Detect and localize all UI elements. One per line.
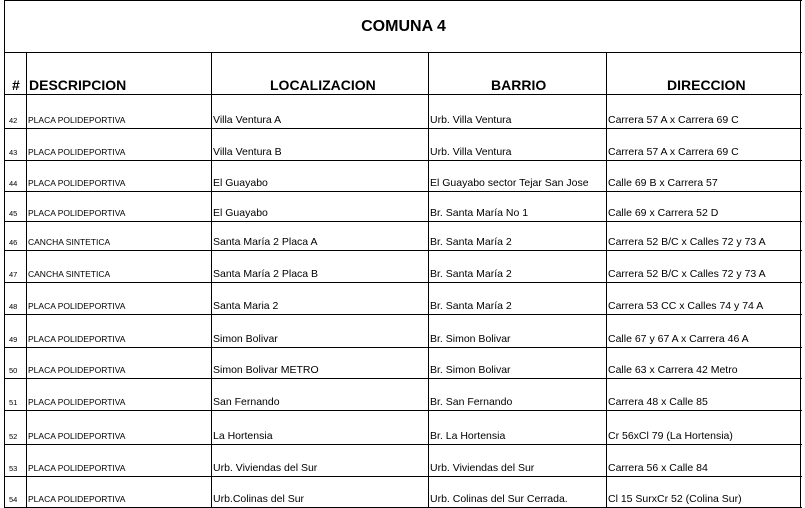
cell-descripcion: PLACA POLIDEPORTIVA bbox=[28, 334, 126, 344]
cell-localizacion: Urb.Colinas del Sur bbox=[213, 493, 305, 505]
cell-localizacion: El Guayabo bbox=[213, 207, 268, 219]
table-row bbox=[5, 192, 802, 222]
column-divider bbox=[606, 53, 607, 508]
cell-direccion: Carrera 57 A x Carrera 69 C bbox=[608, 146, 739, 158]
cell-direccion: Carrera 56 x Calle 84 bbox=[608, 462, 708, 474]
cell-num: 46 bbox=[9, 238, 18, 247]
cell-num: 48 bbox=[9, 302, 18, 311]
header-num bbox=[5, 53, 27, 95]
cell-barrio: Br. San Fernando bbox=[430, 396, 513, 408]
cell-localizacion: Urb. Viviendas del Sur bbox=[213, 462, 318, 474]
cell-num: 50 bbox=[9, 366, 18, 375]
cell-direccion: Carrera 57 A x Carrera 69 C bbox=[608, 114, 739, 126]
cell-localizacion: Santa Maria 2 bbox=[213, 300, 279, 312]
table-row bbox=[5, 161, 802, 192]
table-row bbox=[5, 411, 802, 445]
spreadsheet bbox=[4, 0, 801, 508]
cell-direccion: Calle 69 x Carrera 52 D bbox=[608, 207, 719, 219]
table-row bbox=[5, 95, 802, 129]
cell-num: 42 bbox=[9, 116, 18, 125]
cell-barrio: Br. Santa María 2 bbox=[430, 300, 512, 312]
cell-descripcion: PLACA POLIDEPORTIVA bbox=[28, 431, 126, 441]
cell-descripcion: PLACA POLIDEPORTIVA bbox=[28, 397, 126, 407]
cell-localizacion: Villa Ventura B bbox=[213, 146, 282, 158]
cell-direccion: Calle 69 B x Carrera 57 bbox=[608, 177, 718, 189]
header-descripcion-label: DESCRIPCION bbox=[29, 77, 127, 93]
column-divider bbox=[428, 53, 429, 508]
cell-num: 45 bbox=[9, 209, 18, 218]
cell-direccion: Calle 67 y 67 A x Carrera 46 A bbox=[608, 333, 749, 345]
cell-localizacion: San Fernando bbox=[213, 396, 280, 408]
table-row bbox=[5, 222, 802, 251]
header-barrio bbox=[429, 53, 607, 95]
sheet-title: COMUNA 4 bbox=[5, 0, 802, 53]
cell-barrio: Br. Simon Bolivar bbox=[430, 333, 511, 345]
cell-descripcion: PLACA POLIDEPORTIVA bbox=[28, 178, 126, 188]
cell-num: 47 bbox=[9, 270, 18, 279]
cell-localizacion: Villa Ventura A bbox=[213, 114, 282, 126]
cell-num: 49 bbox=[9, 335, 18, 344]
header-direccion-label: DIRECCION bbox=[667, 77, 746, 93]
cell-descripcion: PLACA POLIDEPORTIVA bbox=[28, 301, 126, 311]
cell-direccion: Carrera 52 B/C x Calles 72 y 73 A bbox=[608, 268, 766, 280]
table-row bbox=[5, 251, 802, 283]
cell-barrio: Br. Santa María No 1 bbox=[430, 207, 529, 219]
cell-descripcion: PLACA POLIDEPORTIVA bbox=[28, 365, 126, 375]
header-num-label: # bbox=[12, 77, 20, 93]
cell-direccion: Cl 15 SurxCr 52 (Colina Sur) bbox=[608, 493, 742, 505]
header-localizacion-label: LOCALIZACION bbox=[270, 77, 376, 93]
cell-localizacion: Simon Bolivar bbox=[213, 333, 278, 345]
table-row bbox=[5, 445, 802, 477]
cell-descripcion: PLACA POLIDEPORTIVA bbox=[28, 115, 126, 125]
cell-barrio: Urb. Villa Ventura bbox=[430, 146, 512, 158]
cell-barrio: Urb. Colinas del Sur Cerrada. bbox=[430, 493, 568, 505]
header-direccion bbox=[607, 53, 802, 95]
cell-num: 52 bbox=[9, 432, 18, 441]
cell-barrio: El Guayabo sector Tejar San Jose bbox=[430, 177, 589, 189]
cell-barrio: Br. Simon Bolivar bbox=[430, 364, 511, 376]
cell-direccion: Calle 63 x Carrera 42 Metro bbox=[608, 364, 738, 376]
cell-barrio: Br. La Hortensia bbox=[430, 430, 506, 442]
cell-descripcion: CANCHA SINTETICA bbox=[28, 269, 111, 279]
cell-num: 51 bbox=[9, 398, 18, 407]
cell-localizacion: Santa María 2 Placa A bbox=[213, 236, 318, 248]
cell-barrio: Urb. Villa Ventura bbox=[430, 114, 512, 126]
column-divider bbox=[211, 53, 212, 508]
table-row bbox=[5, 283, 802, 315]
cell-num: 53 bbox=[9, 464, 18, 473]
cell-barrio: Urb. Viviendas del Sur bbox=[430, 462, 535, 474]
cell-direccion: Carrera 52 B/C x Calles 72 y 73 A bbox=[608, 236, 766, 248]
cell-localizacion: El Guayabo bbox=[213, 177, 268, 189]
cell-barrio: Br. Santa María 2 bbox=[430, 268, 512, 280]
table-row bbox=[5, 477, 802, 508]
column-divider bbox=[26, 53, 27, 508]
header-localizacion bbox=[212, 53, 429, 95]
header-descripcion bbox=[27, 53, 212, 95]
cell-localizacion: Simon Bolivar METRO bbox=[213, 364, 319, 376]
table-row bbox=[5, 348, 802, 379]
cell-localizacion: La Hortensia bbox=[213, 430, 273, 442]
cell-descripcion: PLACA POLIDEPORTIVA bbox=[28, 494, 126, 504]
cell-direccion: Cr 56xCl 79 (La Hortensia) bbox=[608, 430, 733, 442]
cell-num: 44 bbox=[9, 179, 18, 188]
cell-num: 54 bbox=[9, 495, 18, 504]
cell-direccion: Carrera 53 CC x Calles 74 y 74 A bbox=[608, 300, 764, 312]
cell-num: 43 bbox=[9, 148, 18, 157]
cell-descripcion: CANCHA SINTETICA bbox=[28, 237, 111, 247]
table-row bbox=[5, 379, 802, 411]
cell-descripcion: PLACA POLIDEPORTIVA bbox=[28, 147, 126, 157]
cell-descripcion: PLACA POLIDEPORTIVA bbox=[28, 208, 126, 218]
table-row bbox=[5, 315, 802, 348]
header-barrio-label: BARRIO bbox=[491, 77, 547, 93]
cell-descripcion: PLACA POLIDEPORTIVA bbox=[28, 463, 126, 473]
cell-localizacion: Santa María 2 Placa B bbox=[213, 268, 319, 280]
table-row bbox=[5, 129, 802, 161]
cell-barrio: Br. Santa María 2 bbox=[430, 236, 512, 248]
cell-direccion: Carrera 48 x Calle 85 bbox=[608, 396, 708, 408]
